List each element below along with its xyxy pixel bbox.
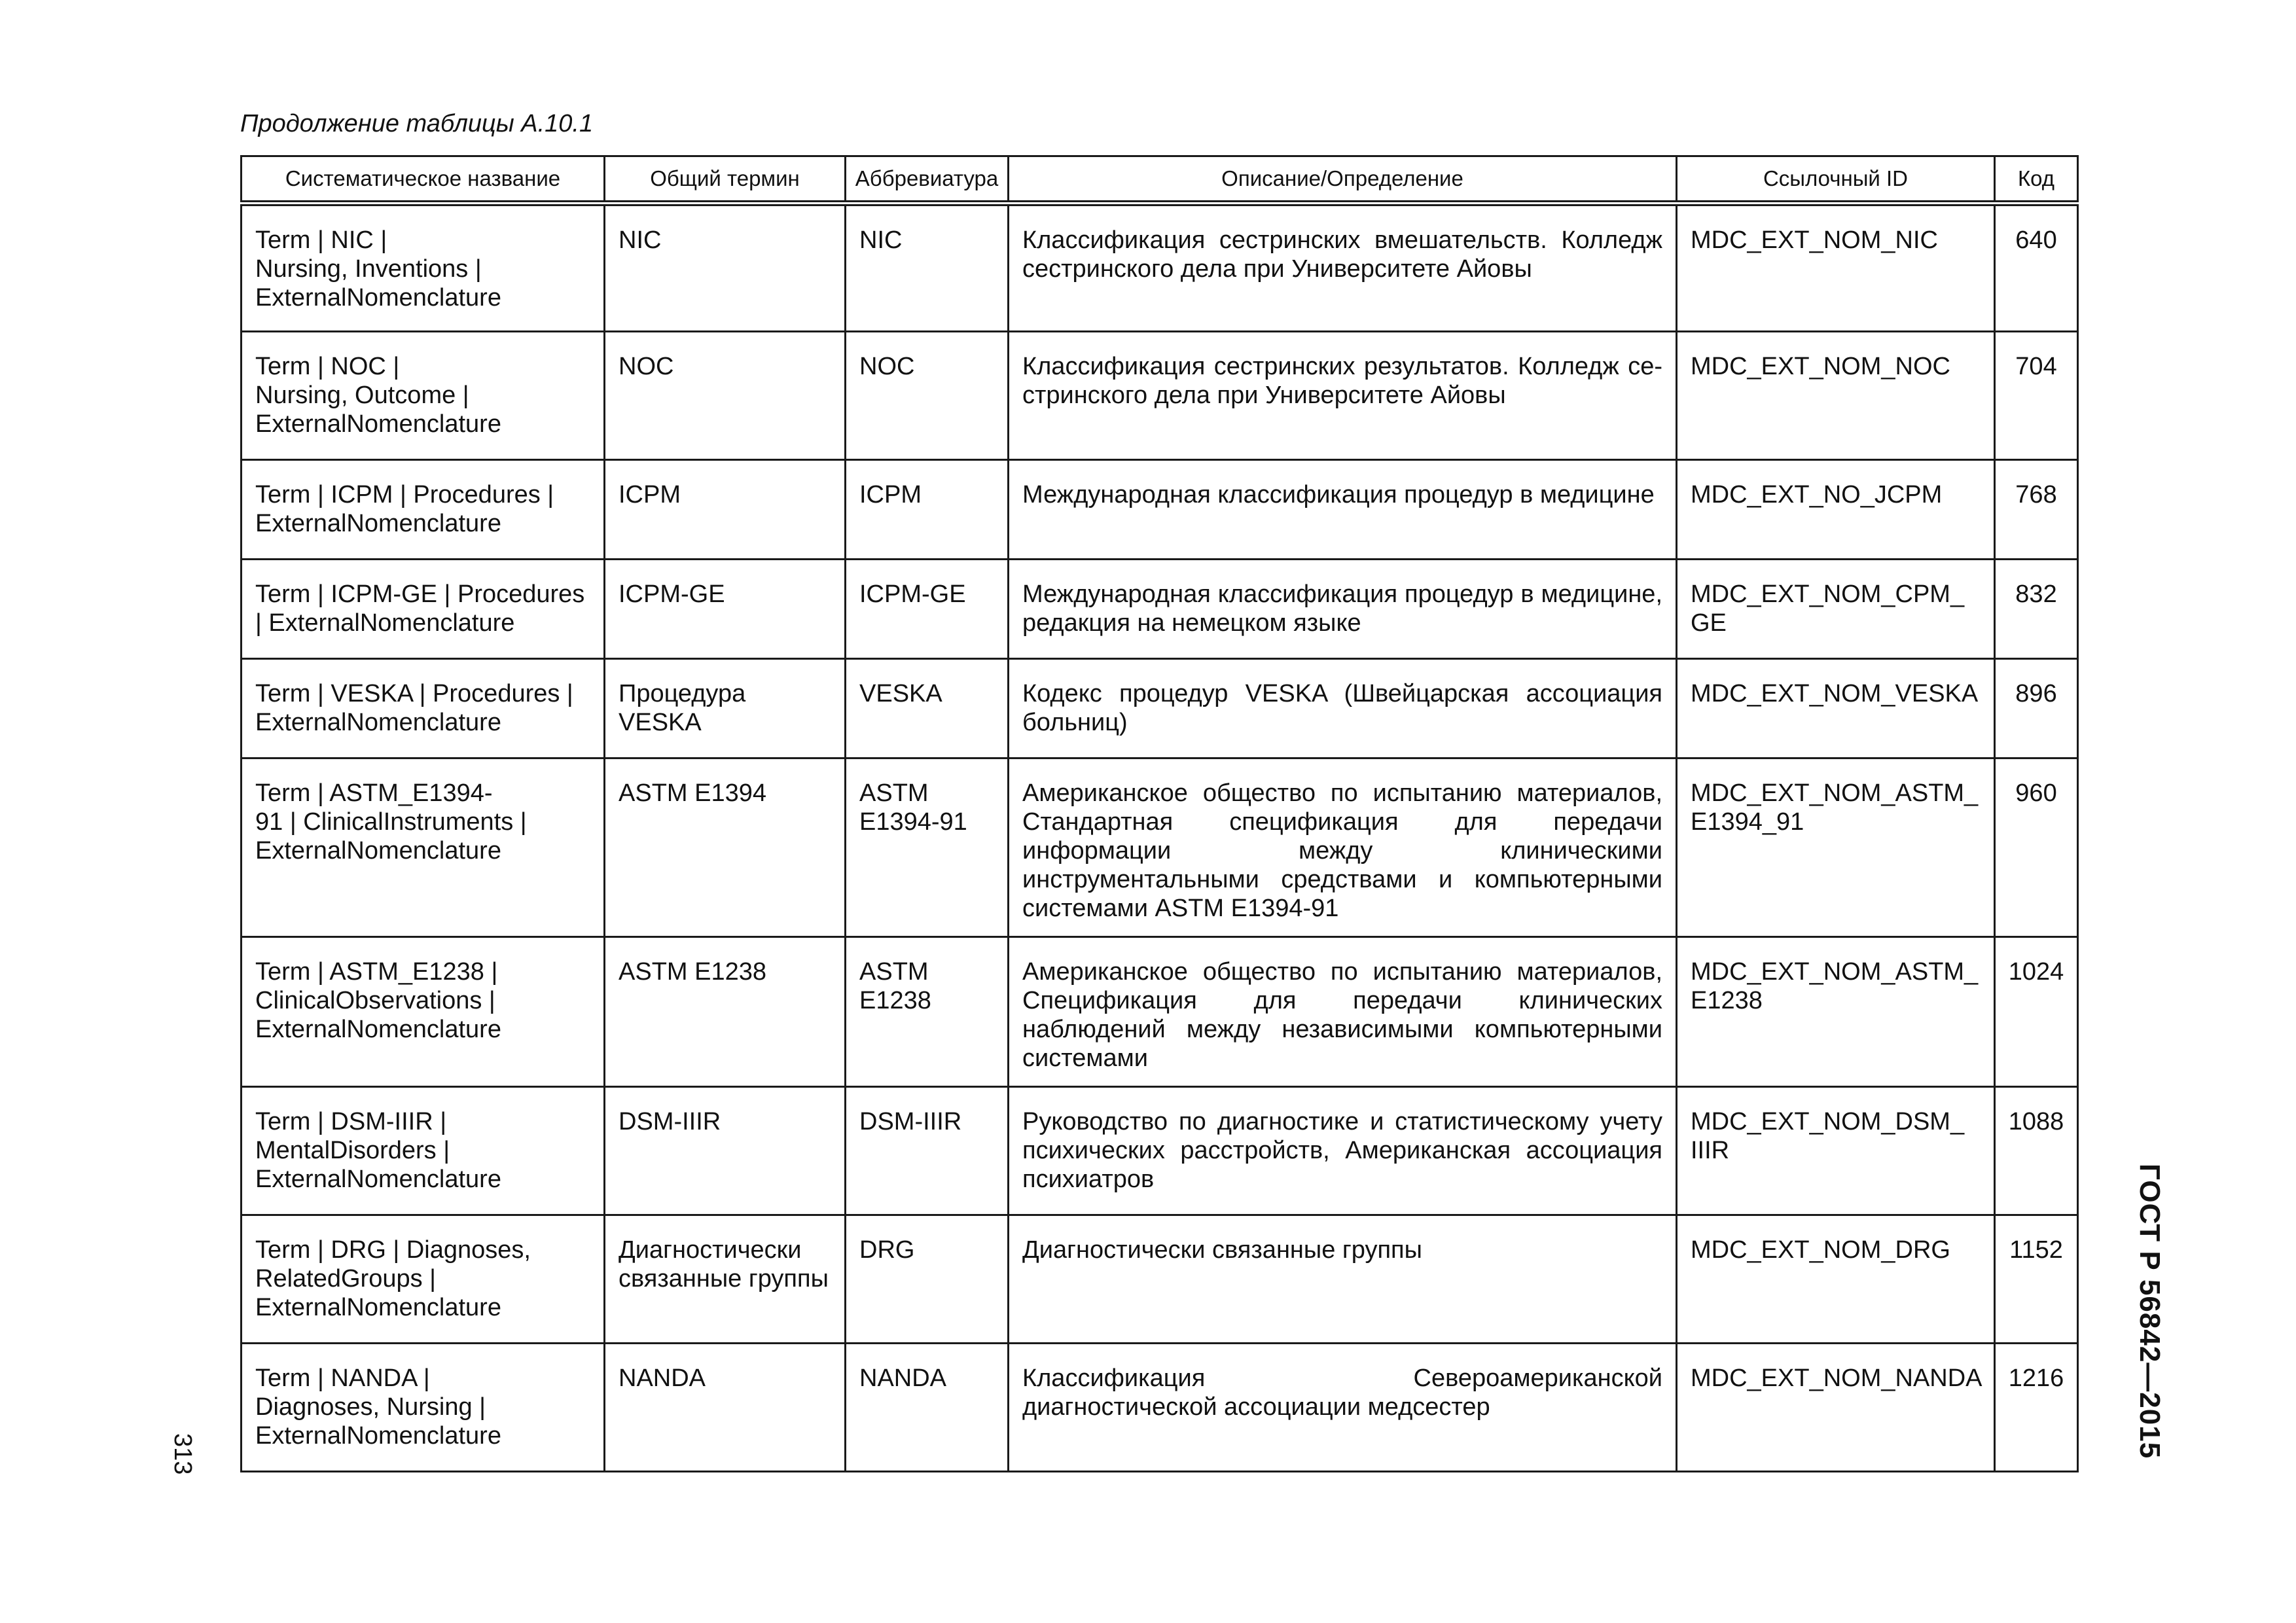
cell-reference-id: MDC_EXT_NOM_CPM_ GE <box>1677 560 1995 659</box>
cell-common-term: NANDA <box>605 1344 846 1472</box>
cell-description: Классификация сестринских результатов. Колледж се-стринского дела при Университете Айовы <box>1009 332 1677 460</box>
header-common-term: Общий термин <box>605 156 846 204</box>
cell-code: 896 <box>1995 659 2078 758</box>
cell-common-term: ICPM-GE <box>605 560 846 659</box>
table-row <box>242 1087 2078 1215</box>
cell-systematic-name: Term | DSM-IIIR | MentalDisorders | ExternalNomenclature <box>242 1087 605 1215</box>
cell-description: Классификация сестринских вмешательств. Колледж сестринского дела при Университете Айовы <box>1009 204 1677 332</box>
cell-description: Американское общество по испытанию материалов, Спецификация для передачи клинических наблюдений между независимыми компьютерными системами <box>1009 937 1677 1087</box>
cell-reference-id: MDC_EXT_NOM_DRG <box>1677 1215 1995 1344</box>
cell-common-term: NIC <box>605 204 846 332</box>
cell-description: Международная классификация процедур в медицине, редакция на немецком языке <box>1009 560 1677 659</box>
cell-systematic-name: Term | ASTM_E1238 | ClinicalObservations | ExternalNomenclature <box>242 937 605 1087</box>
cell-description: Диагностически связанные группы <box>1009 1215 1677 1344</box>
cell-common-term: Диагностически связанные группы <box>605 1215 846 1344</box>
header-abbreviation: Аббревиатура <box>846 156 1009 204</box>
cell-code: 1152 <box>1995 1215 2078 1344</box>
cell-reference-id: MDC_EXT_NOM_DSM_ IIIR <box>1677 1087 1995 1215</box>
table-header-row <box>242 156 2078 204</box>
cell-common-term: DSM-IIIR <box>605 1087 846 1215</box>
cell-abbreviation: DRG <box>846 1215 1009 1344</box>
cell-reference-id: MDC_EXT_NOM_NIC <box>1677 204 1995 332</box>
cell-code: 1024 <box>1995 937 2078 1087</box>
cell-code: 768 <box>1995 460 2078 560</box>
cell-description: Международная классификация процедур в медицине <box>1009 460 1677 560</box>
cell-code: 1088 <box>1995 1087 2078 1215</box>
cell-abbreviation: NIC <box>846 204 1009 332</box>
cell-abbreviation: DSM-IIIR <box>846 1087 1009 1215</box>
cell-abbreviation: NOC <box>846 332 1009 460</box>
header-code: Код <box>1995 156 2078 204</box>
page-number: 313 <box>169 1433 196 1475</box>
table-row <box>242 758 2078 937</box>
table-row <box>242 1215 2078 1344</box>
cell-abbreviation: NANDA <box>846 1344 1009 1472</box>
cell-systematic-name: Term | DRG | Diagnoses, RelatedGroups | ExternalNomenclature <box>242 1215 605 1344</box>
cell-systematic-name: Term | ASTM_E1394- 91 | ClinicalInstruments | ExternalNomenclature <box>242 758 605 937</box>
table-row <box>242 659 2078 758</box>
cell-common-term: ASTM E1238 <box>605 937 846 1087</box>
cell-description: Руководство по диагностике и статистическому учету психических расстройств, Американская ассоциация психиатров <box>1009 1087 1677 1215</box>
header-systematic-name: Систематическое название <box>242 156 605 204</box>
cell-abbreviation: ICPM <box>846 460 1009 560</box>
cell-description: Классификация Североамериканской диагностической ассоциации медсестер <box>1009 1344 1677 1472</box>
cell-abbreviation: VESKA <box>846 659 1009 758</box>
cell-code: 704 <box>1995 332 2078 460</box>
cell-reference-id: MDC_EXT_NO_JCPM <box>1677 460 1995 560</box>
cell-code: 640 <box>1995 204 2078 332</box>
nomenclature-table <box>240 155 2079 1472</box>
standard-code: ГОСТ Р 56842—2015 <box>2134 1164 2166 1459</box>
table-row <box>242 204 2078 332</box>
cell-systematic-name: Term | ICPM-GE | Procedures | ExternalNomenclature <box>242 560 605 659</box>
cell-common-term: ICPM <box>605 460 846 560</box>
cell-abbreviation: ICPM-GE <box>846 560 1009 659</box>
table-caption: Продолжение таблицы А.10.1 <box>240 110 594 137</box>
cell-reference-id: MDC_EXT_NOM_NANDA <box>1677 1344 1995 1472</box>
cell-systematic-name: Term | NIC | Nursing, Inventions | ExternalNomenclature <box>242 204 605 332</box>
header-description: Описание/Определение <box>1009 156 1677 204</box>
cell-abbreviation: ASTM E1394-91 <box>846 758 1009 937</box>
cell-common-term: NOC <box>605 332 846 460</box>
table-row <box>242 1344 2078 1472</box>
cell-reference-id: MDC_EXT_NOM_NOC <box>1677 332 1995 460</box>
cell-code: 832 <box>1995 560 2078 659</box>
cell-description: Американское общество по испытанию материалов, Стандартная спецификация для передачи информации между клиническими инструментальными средствами и компьютерными системами ASTM E1394-91 <box>1009 758 1677 937</box>
cell-systematic-name: Term | NANDA | Diagnoses, Nursing | ExternalNomenclature <box>242 1344 605 1472</box>
cell-reference-id: MDC_EXT_NOM_VESKA <box>1677 659 1995 758</box>
cell-common-term: ASTM E1394 <box>605 758 846 937</box>
header-reference-id: Ссылочный ID <box>1677 156 1995 204</box>
table-row <box>242 937 2078 1087</box>
table-row <box>242 460 2078 560</box>
cell-systematic-name: Term | VESKA | Procedures | ExternalNomenclature <box>242 659 605 758</box>
cell-code: 1216 <box>1995 1344 2078 1472</box>
table-row <box>242 560 2078 659</box>
cell-systematic-name: Term | ICPM | Procedures | ExternalNomenclature <box>242 460 605 560</box>
cell-reference-id: MDC_EXT_NOM_ASTM_ E1238 <box>1677 937 1995 1087</box>
cell-code: 960 <box>1995 758 2078 937</box>
cell-reference-id: MDC_EXT_NOM_ASTM_ E1394_91 <box>1677 758 1995 937</box>
cell-systematic-name: Term | NOC | Nursing, Outcome | ExternalNomenclature <box>242 332 605 460</box>
cell-description: Кодекс процедур VESKA (Швейцарская ассоциация больниц) <box>1009 659 1677 758</box>
table-row <box>242 332 2078 460</box>
cell-common-term: Процедура VESKA <box>605 659 846 758</box>
cell-abbreviation: ASTM E1238 <box>846 937 1009 1087</box>
